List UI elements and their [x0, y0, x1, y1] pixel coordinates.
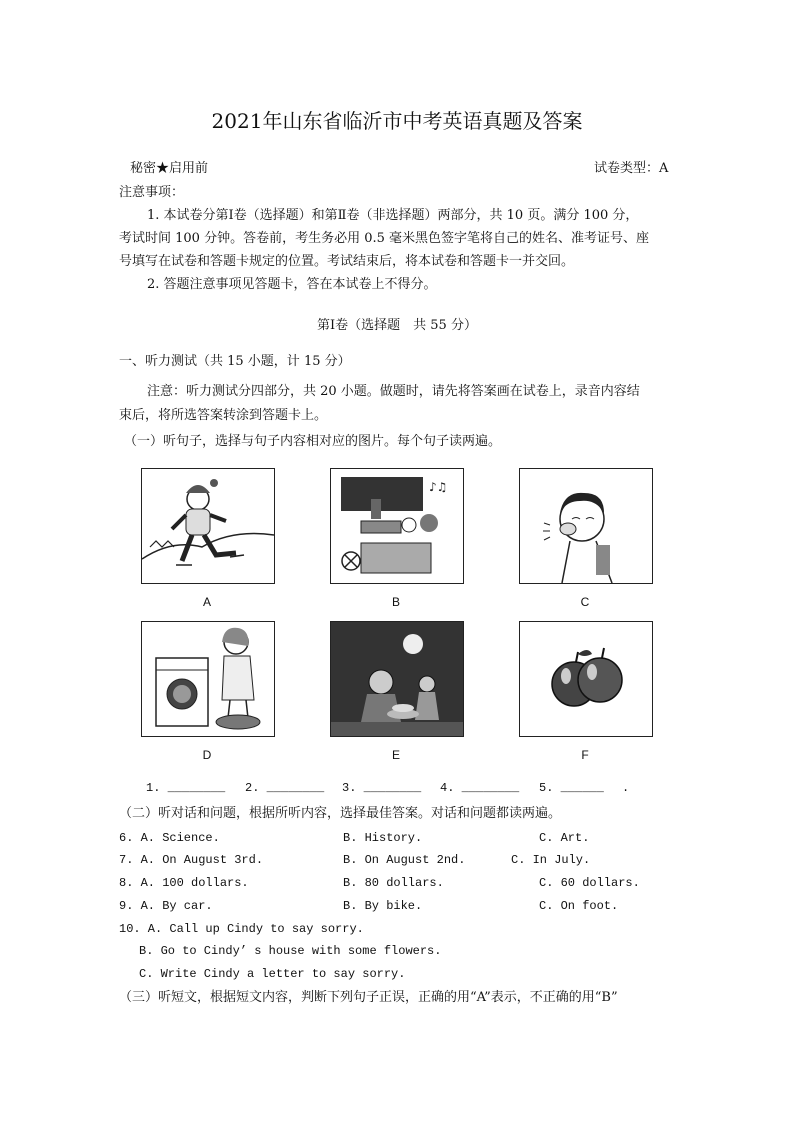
question-7-a: 7. A. On August 3rd.: [119, 853, 264, 867]
question-6-a: 6. A. Science.: [119, 831, 220, 845]
classroom-music-icon: [331, 469, 463, 583]
question-8-b: B. 80 dollars.: [343, 876, 444, 890]
question-8-a: 8. A. 100 dollars.: [119, 876, 249, 890]
question-10-b: B. Go to Cindy’ s house with some flowers.: [139, 944, 442, 958]
secret-label: 秘密★启用前: [130, 161, 209, 176]
question-9-a: 9. A. By car.: [119, 899, 213, 913]
svg-text:♪♫: ♪♫: [429, 480, 448, 494]
part1-sub3: （三）听短文，根据短文内容，判断下列句子正误，正确的用“A”表示，不正确的用“B”: [119, 990, 618, 1005]
notice-item-1-line-2: 考试时间 100 分钟。答卷前，考生务必用 0.5 毫米黑色签字笔将自己的姓名、准考证号、座: [119, 231, 650, 246]
picture-d-label: D: [202, 748, 212, 762]
part1-note-line-1: 注意：听力测试分四部分，共 20 小题。做题时，请先将答案画在试卷上，录音内容结: [147, 384, 640, 399]
grandpa-mooncakes-icon: [331, 622, 463, 736]
ice-skating-icon: [142, 469, 274, 583]
paper-type: 试卷类型：A: [594, 161, 669, 176]
part1-sub2: （二）听对话和问题，根据所听内容，选择最佳答案。对话和问题都读两遍。: [119, 806, 562, 821]
picture-a: [141, 468, 275, 584]
question-6-c: C. Art.: [539, 831, 590, 845]
picture-e-label: E: [391, 748, 400, 762]
question-8-c: C. 60 dollars.: [539, 876, 640, 890]
part1-heading: 一、听力测试（共 15 小题，计 15 分）: [119, 354, 351, 369]
picture-e: [330, 621, 464, 737]
notice-item-2: 2. 答题注意事项见答题卡，答在本试卷上不得分。: [147, 277, 437, 292]
answer-blank-2[interactable]: 2. ________: [245, 781, 325, 795]
page-title: 2021年山东省临沂市中考英语真题及答案: [211, 109, 583, 133]
answer-blank-5[interactable]: 5. ______: [539, 781, 604, 795]
answer-blank-4[interactable]: 4. ________: [440, 781, 520, 795]
notice-item-1-line-1: 1. 本试卷分第Ⅰ卷（选择题）和第Ⅱ卷（非选择题）两部分，共 10 页。满分 100 分，: [147, 208, 639, 223]
picture-c-label: C: [580, 595, 590, 609]
blanks-period: .: [622, 781, 630, 795]
part1-note-line-2: 束后，将所选答案转涂到答题卡上。: [119, 408, 328, 423]
notice-item-1-line-3: 号填写在试卷和答题卡规定的位置。考试结束后，将本试卷和答题卡一并交回。: [119, 254, 575, 269]
picture-b: [330, 468, 464, 584]
picture-a-label: A: [202, 595, 211, 609]
part1-sub1: （一）听句子，选择与句子内容相对应的图片。每个句子读两遍。: [124, 434, 502, 449]
boy-sneezing-icon: [520, 469, 652, 583]
question-6-b: B. History.: [343, 831, 423, 845]
picture-f-label: F: [581, 748, 589, 762]
question-10-c: C. Write Cindy a letter to say sorry.: [139, 967, 406, 981]
picture-f: [519, 621, 653, 737]
section-title: 第Ⅰ卷（选择题 共 55 分）: [317, 318, 477, 333]
picture-b-label: B: [391, 595, 400, 609]
apples-icon: [520, 622, 652, 736]
picture-c: [519, 468, 653, 584]
question-7-b: B. On August 2nd.: [343, 853, 466, 867]
notice-heading: 注意事项：: [119, 185, 185, 200]
picture-d: [141, 621, 275, 737]
question-10-a: 10. A. Call up Cindy to say sorry.: [119, 922, 364, 936]
question-7-c: C. In July.: [511, 853, 591, 867]
answer-blank-3[interactable]: 3. ________: [342, 781, 422, 795]
question-9-b: B. By bike.: [343, 899, 423, 913]
girl-washing-machine-icon: [142, 622, 274, 736]
answer-blank-1[interactable]: 1. ________: [146, 781, 226, 795]
question-9-c: C. On foot.: [539, 899, 619, 913]
